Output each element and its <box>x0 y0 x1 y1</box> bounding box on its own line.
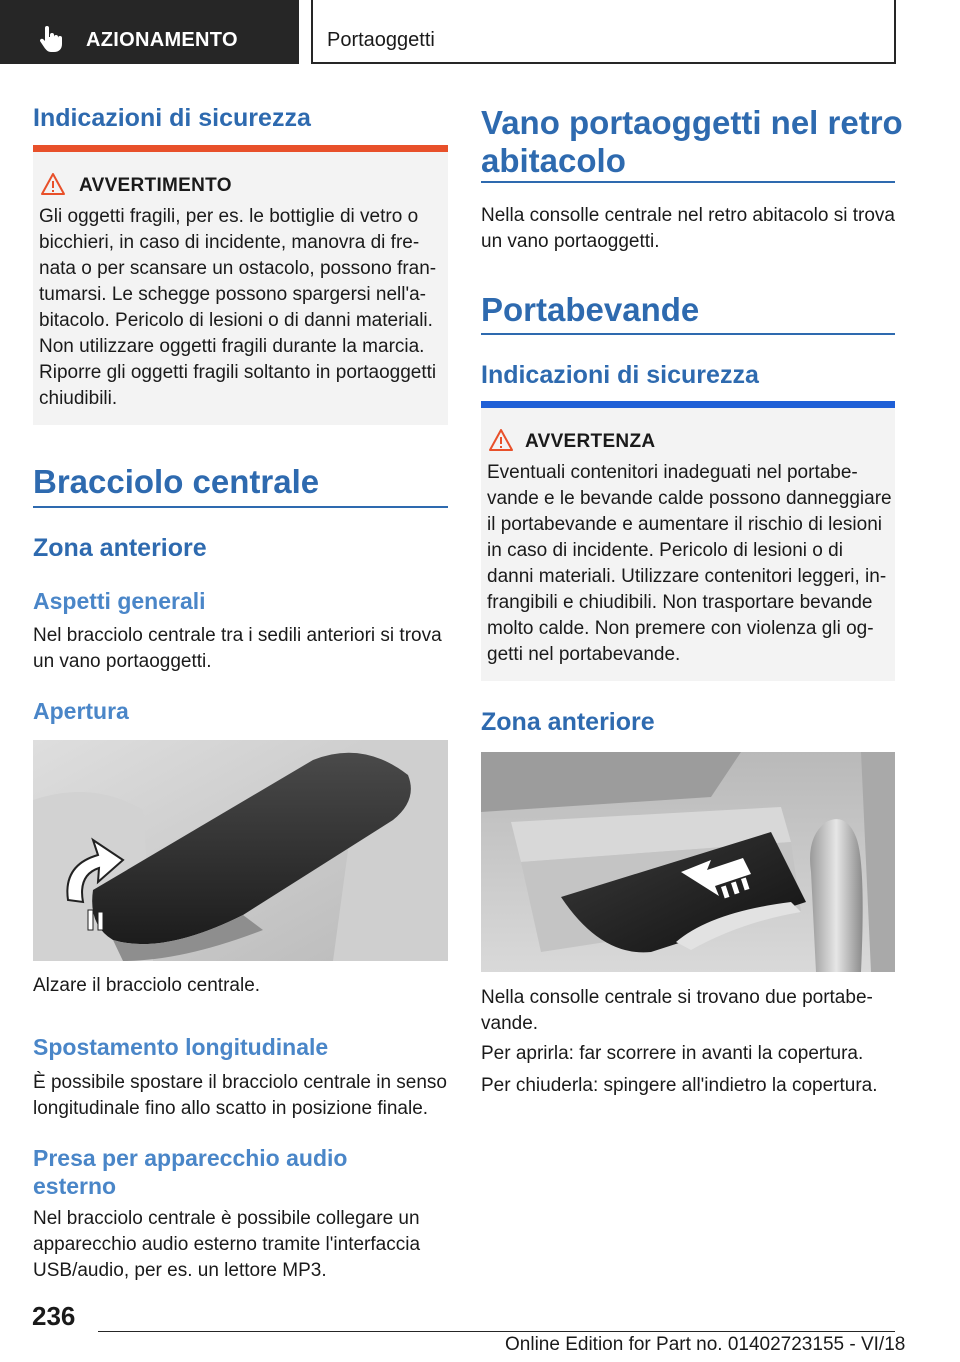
section-title: AZIONAMENTO <box>86 29 238 51</box>
safety-heading-right: Indicazioni di sicurezza <box>481 361 759 389</box>
rear-storage-heading: Vano portaoggetti nel retro abitacolo <box>481 104 903 179</box>
subsection-title: Portaoggetti <box>327 29 435 51</box>
warning-bar <box>33 145 448 152</box>
warning-box-right <box>481 401 895 681</box>
shift-text: È possibile spostare il bracciolo centrale in senso longitudinale fino allo scatto in posizione finale. <box>33 1072 447 1119</box>
warning-bar <box>481 401 895 408</box>
safety-heading-left: Indicazioni di sicurezza <box>33 104 311 132</box>
cupholder-heading: Portabevande <box>481 291 700 328</box>
divider <box>481 181 895 183</box>
cupholder-photo <box>481 752 895 972</box>
armrest-photo-caption: Alzare il bracciolo centrale. <box>33 975 261 996</box>
page-number: 236 <box>32 1301 76 1331</box>
cupholder-text: Nella consolle centrale si trovano due portabe- vande. <box>481 987 873 1034</box>
front-zone-heading-left: Zona anteriore <box>33 534 207 562</box>
edition-note: Online Edition for Part no. 01402723155 - VI/18 <box>505 1334 906 1355</box>
front-zone-heading-right: Zona anteriore <box>481 708 655 736</box>
divider <box>481 333 895 335</box>
audio-text: Nel bracciolo centrale è possibile collegare un apparecchio audio esterno tramite l'interfaccia USB/audio, per es. un lettore MP3. <box>33 1208 421 1281</box>
open-instruction: Per aprirla: far scorrere in avanti la copertura. <box>481 1043 864 1064</box>
opening-heading: Apertura <box>33 698 129 724</box>
rear-storage-text: Nella consolle centrale nel retro abitacolo si trova un vano portaoggetti. <box>481 205 895 252</box>
shift-heading: Spostamento longitudinale <box>33 1034 329 1060</box>
armrest-heading: Bracciolo centrale <box>33 463 320 500</box>
warning-triangle-icon <box>40 172 66 196</box>
warning-box-left <box>33 145 448 425</box>
warning-text: Eventuali contenitori inadeguati nel portabe- vande e le bevande calde possono danneggiare il portabevande e aumentare il rischio di lesioni in caso di incidente. Pericolo di lesioni o di danni materiali. Utilizzare contenitori leggeri, in- frangibili e chiudibili. Non trasportare bevande molto calde. Non premere con violenza gli og- getti nel portabevande. <box>487 462 892 665</box>
section-tab <box>0 0 299 64</box>
close-instruction: Per chiuderla: spingere all'indietro la copertura. <box>481 1075 878 1096</box>
general-text: Nel bracciolo centrale tra i sedili anteriori si trova un vano portaoggetti. <box>33 625 442 672</box>
subsection-box <box>311 0 896 64</box>
warning-triangle-icon <box>488 428 514 452</box>
hand-pointer-icon <box>36 24 66 54</box>
audio-heading: Presa per apparecchio audio esterno <box>33 1145 348 1199</box>
armrest-photo <box>33 740 448 961</box>
warning-title: AVVERTIMENTO <box>79 175 232 196</box>
divider <box>33 506 448 508</box>
warning-title: AVVERTENZA <box>525 431 656 452</box>
general-heading: Aspetti generali <box>33 588 206 614</box>
footer-rule <box>98 1331 895 1332</box>
warning-text: Gli oggetti fragili, per es. le bottiglie di vetro o bicchieri, in caso di incidente, manovra di fre- nata o per scansare un ostacolo, possono fran- tumarsi. Le schegge possono spargersi nell'a- bitacolo. Pericolo di lesioni o di danni materiali. Non utilizzare oggetti fragili durante la marcia. Riporre gli oggetti fragili soltanto in portaoggetti chiudibili. <box>39 206 437 409</box>
